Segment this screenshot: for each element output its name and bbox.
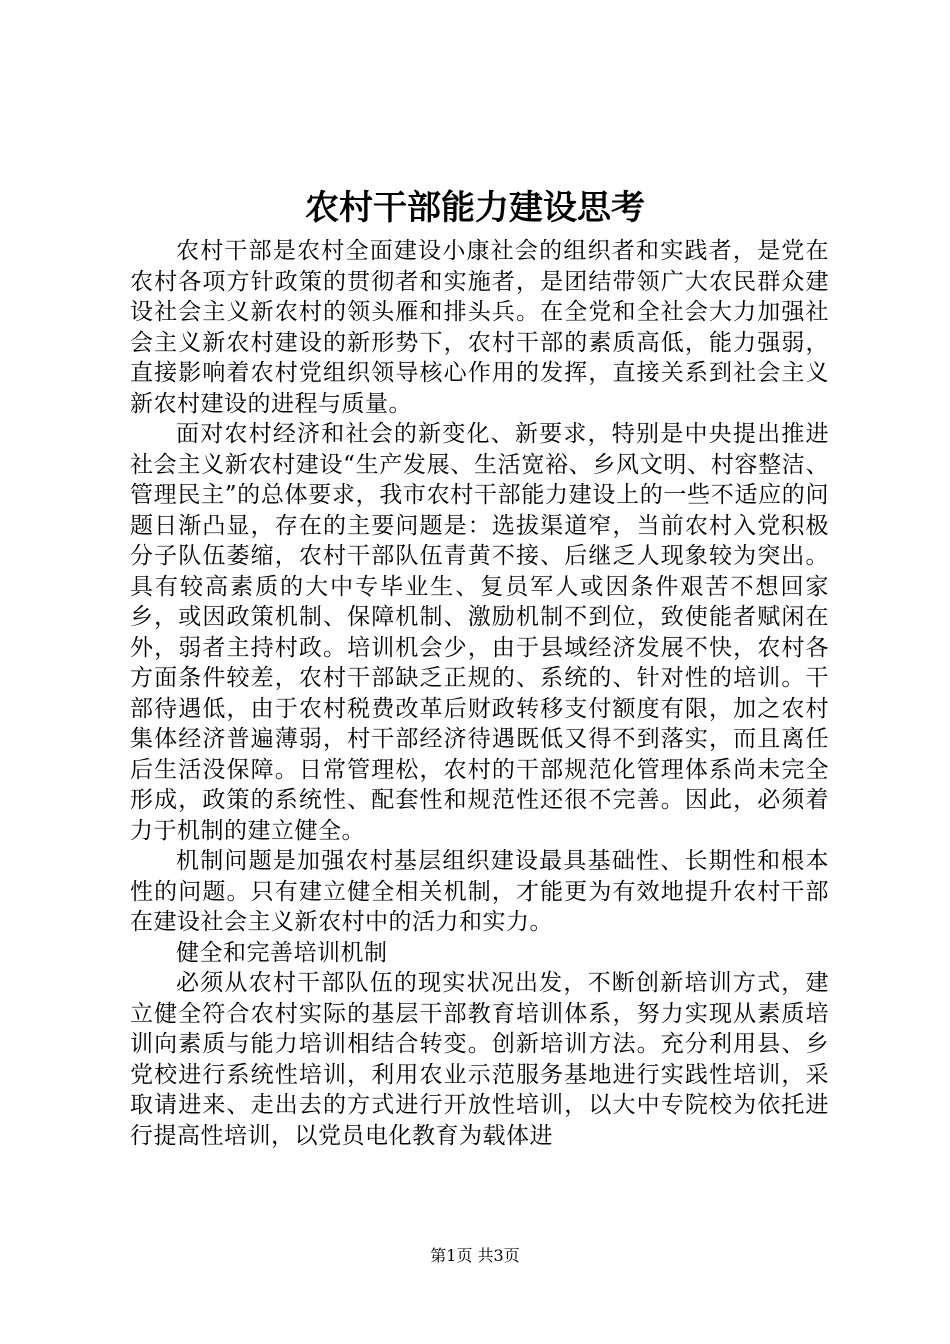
paragraph-intro: 农村干部是农村全面建设小康社会的组织者和实践者，是党在农村各项方针政策的贯彻者和实施者，是团结带领广大农民群众建设社会主义新农村的领头雁和排头兵。在全党和全社会大力加强社会主义新农村建设的新形势下，农村干部的素质高低，能力强弱，直接影响着农村党组织领导核心作用的发挥，直接关系到社会主义新农村建设的进程与质量。 <box>130 238 829 417</box>
paragraph-training: 必须从农村干部队伍的现实状况出发，不断创新培训方式，建立健全符合农村实际的基层干部教育培训体系，努力实现从素质培训向素质与能力培训相结合转变。创新培训方法。充分利用县、乡党校进行系统性培训，利用农业示范服务基地进行实践性培训，采取请进来、走出去的方式进行开放性培训，以大中专院校为依托进行提高性培训，以党员电化教育为载体进 <box>130 970 829 1149</box>
paragraph-mechanism: 机制问题是加强农村基层组织建设最具基础性、长期性和根本性的问题。只有建立健全相关机制，才能更为有效地提升农村干部在建设社会主义新农村中的活力和实力。 <box>130 848 829 935</box>
section-heading-training: 健全和完善培训机制 <box>176 939 388 966</box>
document-body <box>130 236 829 1151</box>
paragraph-problems: 面对农村经济和社会的新变化、新要求，特别是中央提出推进社会主义新农村建设“生产发展、生活宽裕、乡风文明、村容整洁、管理民主”的总体要求，我市农村干部能力建设上的一些不适应的问题日渐凸显，存在的主要问题是：选拔渠道窄，当前农村入党积极分子队伍萎缩，农村干部队伍青黄不接、后继乏人现象较为突出。具有较高素质的大中专毕业生、复员军人或因条件艰苦不想回家乡，或因政策机制、保障机制、激励机制不到位，致使能者赋闲在外，弱者主持村政。培训机会少，由于县域经济发展不快，农村各方面条件较差，农村干部缺乏正规的、系统的、针对性的培训。干部待遇低，由于农村税费改革后财政转移支付额度有限，加之农村集体经济普遍薄弱，村干部经济待遇既低又得不到落实，而且离任后生活没保障。日常管理松，农村的干部规范化管理体系尚未完全形成，政策的系统性、配套性和规范性还很不完善。因此，必须着力于机制的建立健全。 <box>130 421 829 844</box>
page-indicator: 第1页 共3页 <box>430 1246 520 1265</box>
page-footer <box>0 1245 950 1267</box>
document-title: 农村干部能力建设思考 <box>305 188 645 228</box>
